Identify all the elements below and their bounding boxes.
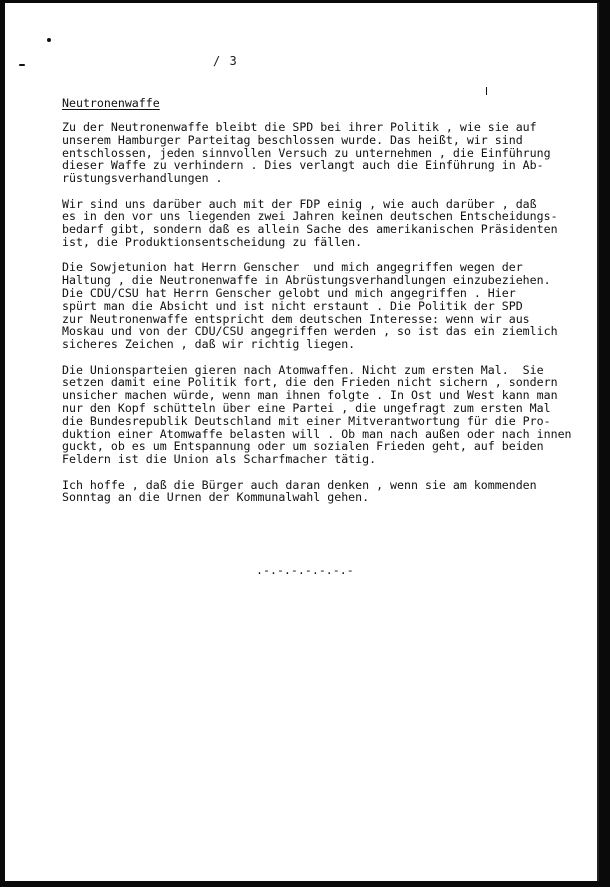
paragraph-line: Wir sind uns darüber auch mit der FDP einig , wie auch darüber , daß xyxy=(62,196,537,211)
paragraph-line: Moskau und von der CDU/CSU angegriffen werden , so ist das ein ziemlich xyxy=(62,324,558,339)
document-body xyxy=(62,121,582,517)
paragraph-line: Feldern ist die Union als Scharfmacher tätig. xyxy=(62,452,377,467)
paragraph-line: spürt man die Absicht und ist nicht erstaunt . Die Politik der SPD xyxy=(62,298,523,313)
paragraph-1 xyxy=(62,121,582,185)
page-number: / 3 xyxy=(213,54,238,68)
paragraph-line: bedarf gibt, sondern daß es allein Sache des amerikanischen Präsidenten xyxy=(62,222,558,237)
paragraph-line: es in den vor uns liegenden zwei Jahren keinen deutschen Entscheidungs- xyxy=(62,209,558,224)
paragraph-line: Die Unionsparteien gieren nach Atomwaffen. Nicht zum ersten Mal. Sie xyxy=(62,362,544,377)
paragraph-line: Die CDU/CSU hat Herrn Genscher gelobt und mich angegriffen . Hier xyxy=(62,285,516,300)
paragraph-4 xyxy=(62,364,582,466)
paragraph-line: zur Neutronenwaffe entspricht dem deutschen Interesse: wenn wir aus xyxy=(62,311,530,326)
document-title: Neutronenwaffe xyxy=(62,96,160,110)
paragraph-line: entschlossen, jeden sinnvollen Versuch zu unternehmen , die Einführung xyxy=(62,145,551,160)
paragraph-line: Haltung , die Neutronenwaffe in Abrüstungsverhandlungen einzubeziehen. xyxy=(62,273,551,288)
paragraph-3 xyxy=(62,261,582,351)
paragraph-line: unserem Hamburger Parteitag beschlossen wurde. Das heißt, wir sind xyxy=(62,132,523,147)
paragraph-line: Die Sowjetunion hat Herrn Genscher und mich angegriffen wegen der xyxy=(62,260,523,275)
paragraph-line: Sonntag an die Urnen der Kommunalwahl gehen. xyxy=(62,490,370,505)
paragraph-line: Ich hoffe , daß die Bürger auch daran denken , wenn sie am kommenden xyxy=(62,477,537,492)
paragraph-line: unsicher machen würde, wenn man ihnen folgte . In Ost und West kann man xyxy=(62,388,558,403)
paragraph-line: rüstungsverhandlungen . xyxy=(62,171,223,186)
paragraph-line: guckt, ob es um Entspannung oder um sozialen Frieden geht, auf beiden xyxy=(62,439,544,454)
paragraph-line: nur den Kopf schütteln über eine Partei , die ungefragt zum ersten Mal xyxy=(62,400,551,415)
paragraph-line: dieser Waffe zu verhindern . Dies verlangt auch die Einführung in Ab- xyxy=(62,158,544,173)
paragraph-line: duktion einer Atomwaffe belasten will . Ob man nach außen oder nach innen xyxy=(62,426,572,441)
scan-speck-mark xyxy=(19,64,25,66)
paragraph-5 xyxy=(62,479,582,505)
paragraph-line: die Bundesrepublik Deutschland mit einer Mitverantwortung für die Pro- xyxy=(62,413,551,428)
scan-edge xyxy=(597,3,599,881)
paragraph-line: ist, die Produktionsentscheidung zu fällen. xyxy=(62,234,363,249)
paragraph-line: Zu der Neutronenwaffe bleibt die SPD bei ihrer Politik , wie sie auf xyxy=(62,120,537,134)
paragraph-2 xyxy=(62,198,582,249)
closing-separator: .-.-.-.-.-.-.- xyxy=(256,563,354,577)
paragraph-line: setzen damit eine Politik fort, die den Frieden nicht sichern , sondern xyxy=(62,375,558,390)
paragraph-line: sicheres Zeichen , daß wir richtig liegen. xyxy=(62,337,356,352)
scan-speck-tick xyxy=(486,87,487,95)
scan-speck-dot xyxy=(47,38,51,42)
document-page xyxy=(5,3,599,881)
